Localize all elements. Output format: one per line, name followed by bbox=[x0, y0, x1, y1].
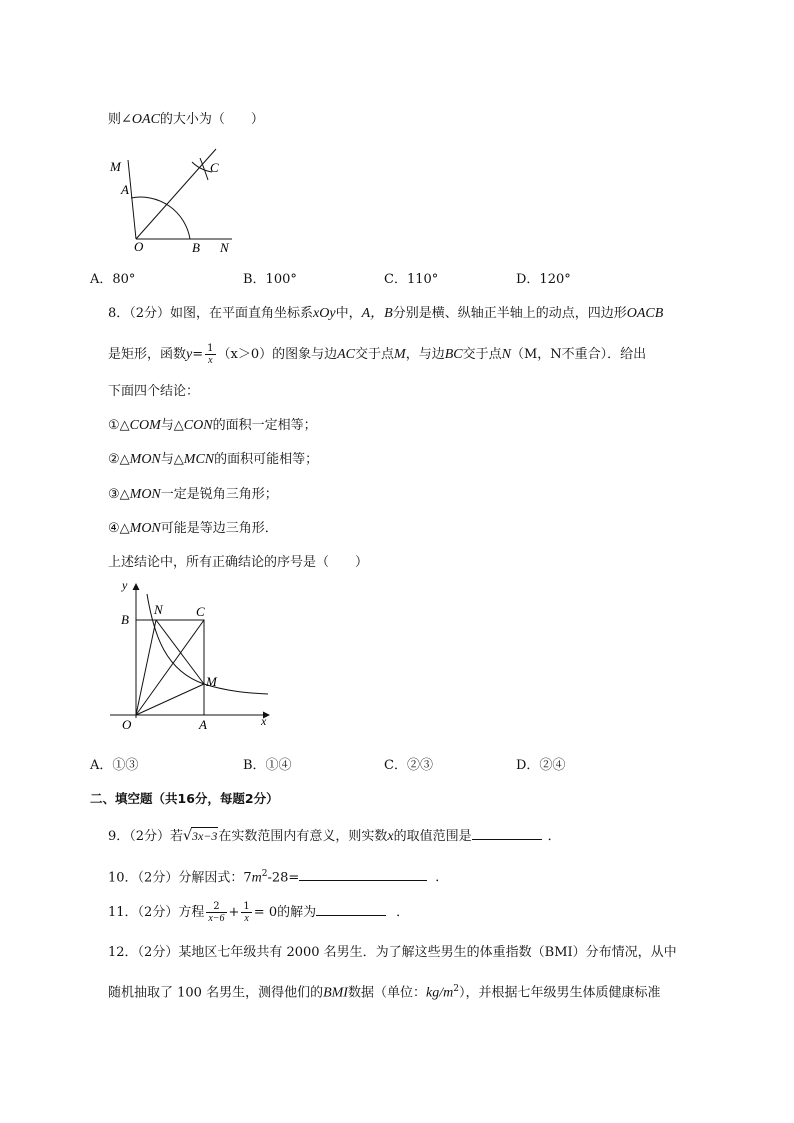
q10-prefix: 10．（2分）分解因式：7 bbox=[108, 870, 252, 886]
q8-c4-c: 可能是等边三角形． bbox=[160, 521, 278, 536]
q8-number: 8．（2分）如图，在平面直角坐标系 bbox=[108, 306, 314, 321]
q8-c2-v2: MCN bbox=[183, 452, 215, 467]
q8-c1-v2: CON bbox=[183, 418, 213, 433]
q8-fraction bbox=[205, 343, 215, 366]
q8-cond: （x＞0）的图象与边 bbox=[217, 347, 338, 362]
q8-var-xoy: xOy bbox=[313, 306, 336, 321]
q12-line2 bbox=[108, 981, 660, 1001]
q8-line1-mid: 中， bbox=[335, 306, 362, 321]
q8-c1-a: ①△ bbox=[108, 418, 130, 433]
q8-var-y: y bbox=[186, 347, 193, 362]
q11-f2-den: x bbox=[244, 913, 249, 924]
q8-label-y: y bbox=[122, 578, 128, 592]
q8-c2-b: 与△ bbox=[160, 452, 184, 467]
q11-fraction-2 bbox=[241, 901, 251, 924]
q11-plus: + bbox=[228, 905, 240, 920]
q8-label-a: A bbox=[199, 717, 207, 732]
q8-conclusion-4 bbox=[108, 521, 278, 537]
q12-line2-b: 数据（单位： bbox=[347, 985, 426, 1001]
q8-question: 上述结论中，所有正确结论的序号是（ ） bbox=[108, 555, 369, 570]
q7-label-c: C bbox=[210, 160, 219, 175]
q9-line bbox=[108, 826, 561, 845]
q7-ray-om bbox=[128, 160, 136, 239]
q8-c1-b: 与△ bbox=[160, 418, 184, 433]
q8-conclusion-1 bbox=[108, 418, 317, 434]
q7-stem bbox=[108, 112, 264, 128]
q8-label-b: B bbox=[121, 612, 129, 627]
q8-option-b[interactable]: B．①④ bbox=[243, 758, 292, 773]
section-title: 二、填空题（共16分，每题2分） bbox=[90, 791, 279, 806]
q12-unit: kg/m bbox=[425, 985, 454, 1001]
q8-c2-a: ②△ bbox=[108, 452, 130, 467]
q8-conclusion-3 bbox=[108, 487, 278, 503]
q8-c2-v1: MON bbox=[129, 452, 161, 467]
q8-var-n: N bbox=[501, 347, 511, 362]
q8-var-ab: A，B bbox=[361, 306, 393, 321]
q11-answer-blank[interactable] bbox=[316, 902, 386, 916]
q8-c3-v1: MON bbox=[129, 487, 161, 502]
q7-option-d[interactable]: D．120° bbox=[516, 272, 571, 287]
q10-var: m bbox=[251, 870, 262, 886]
q8-label-m: M bbox=[206, 674, 217, 689]
q8-figure bbox=[106, 576, 278, 736]
q7-figure bbox=[104, 142, 244, 257]
q8-line2-paren: （M，N不重合）．给出 bbox=[510, 347, 647, 362]
q8-c1-v1: COM bbox=[129, 418, 161, 433]
q11-f1-num: 2 bbox=[206, 901, 226, 913]
q8-conclusion-2 bbox=[108, 452, 318, 468]
q8-option-d[interactable]: D．②④ bbox=[516, 758, 566, 773]
q10-rest: -28= bbox=[267, 870, 300, 886]
q9-end: ． bbox=[547, 829, 561, 844]
q11-prefix: 11．（2分）方程 bbox=[108, 905, 205, 920]
q8-line1-rest: 分别是横、纵轴正半轴上的动点，四边形 bbox=[392, 306, 627, 321]
q8-line3: 下面四个结论： bbox=[108, 384, 200, 399]
q8-c4-a: ④△ bbox=[108, 521, 130, 536]
sqrt-sign-icon: √ bbox=[183, 828, 192, 844]
q7-arc bbox=[131, 197, 190, 239]
q7-label-a: A bbox=[121, 182, 129, 197]
q12-bmi: BMI bbox=[323, 985, 348, 1001]
q8-c1-c: 的面积一定相等； bbox=[212, 418, 317, 433]
q7-label-b: B bbox=[192, 240, 200, 255]
q9-var: x bbox=[387, 829, 394, 844]
q8-seg-om bbox=[136, 684, 204, 715]
q8-line1 bbox=[108, 306, 663, 322]
q8-var-oacb: OACB bbox=[626, 306, 664, 321]
q11-fraction-1 bbox=[206, 901, 226, 924]
q11-f1-den: x−6 bbox=[208, 913, 225, 924]
q7-cross-mark bbox=[192, 158, 212, 180]
q11-eq: = 0 bbox=[253, 905, 278, 920]
q7-label-m: M bbox=[110, 159, 121, 174]
q9-prefix: 9．（2分）若 bbox=[108, 829, 184, 844]
q7-stem-prefix: 则∠ bbox=[108, 112, 132, 127]
q7-label-o: O bbox=[134, 239, 144, 254]
q7-ray-oc bbox=[136, 149, 216, 239]
q11-suffix: 的解为 bbox=[277, 905, 317, 920]
q8-label-n: N bbox=[154, 602, 163, 617]
q8-line2-mid1: 交于点 bbox=[355, 347, 395, 362]
q8-eq: = bbox=[192, 347, 204, 362]
q7-label-n: N bbox=[220, 240, 229, 255]
q10-answer-blank[interactable] bbox=[299, 867, 427, 881]
q12-line2-c: ），并根据七年级男生体质健康标准 bbox=[458, 985, 661, 1001]
q8-line2 bbox=[108, 343, 646, 367]
q8-option-c[interactable]: C．②③ bbox=[384, 758, 433, 773]
q8-line2-mid2: ，与边 bbox=[405, 347, 445, 362]
q8-c4-v1: MON bbox=[129, 521, 161, 536]
q8-c2-c: 的面积可能相等； bbox=[214, 452, 319, 467]
q8-label-c: C bbox=[196, 604, 205, 619]
q8-c3-a: ③△ bbox=[108, 487, 130, 502]
q12-line2-a: 随机抽取了 100 名男生，测得他们的 bbox=[108, 985, 324, 1001]
q11-end: ． bbox=[396, 905, 410, 920]
q8-c3-c: 一定是锐角三角形； bbox=[160, 487, 278, 502]
q8-frac-num: 1 bbox=[207, 343, 214, 354]
q7-option-c[interactable]: C．110° bbox=[384, 272, 439, 287]
q9-mid: 在实数范围内有意义，则实数 bbox=[218, 829, 388, 844]
q7-option-b[interactable]: B．100° bbox=[243, 272, 297, 287]
q9-suffix: 的取值范围是 bbox=[393, 829, 472, 844]
q11-line bbox=[108, 900, 409, 926]
q12-line1: 12．（2分）某地区七年级共有 2000 名男生．为了解这些男生的体重指数（BMI）分布情况，从中 bbox=[108, 945, 677, 960]
q11-f2-num: 1 bbox=[243, 901, 250, 912]
q8-var-ac: AC bbox=[337, 347, 356, 362]
q7-stem-suffix: 的大小为（ ） bbox=[159, 112, 264, 127]
q9-answer-blank[interactable] bbox=[472, 826, 542, 840]
q8-var-m: M bbox=[394, 347, 406, 362]
q8-label-x: x bbox=[261, 714, 267, 728]
q12-unit-sup: 2 bbox=[453, 984, 459, 994]
q8-var-bc: BC bbox=[444, 347, 463, 362]
q10-sup: 2 bbox=[261, 869, 268, 879]
q8-option-a[interactable]: A．①③ bbox=[90, 758, 139, 773]
q7-option-a[interactable]: A．80° bbox=[90, 272, 136, 287]
q9-radicand: 3x−3 bbox=[191, 829, 218, 843]
q8-frac-den: x bbox=[208, 355, 213, 366]
q10-line bbox=[108, 866, 448, 886]
q7-stem-var: OAC bbox=[131, 112, 160, 127]
q8-label-o: O bbox=[122, 717, 132, 732]
q8-line2-start: 是矩形，函数 bbox=[108, 347, 187, 362]
q8-line2-mid3: 交于点 bbox=[462, 347, 502, 362]
q10-end: ． bbox=[435, 870, 449, 886]
